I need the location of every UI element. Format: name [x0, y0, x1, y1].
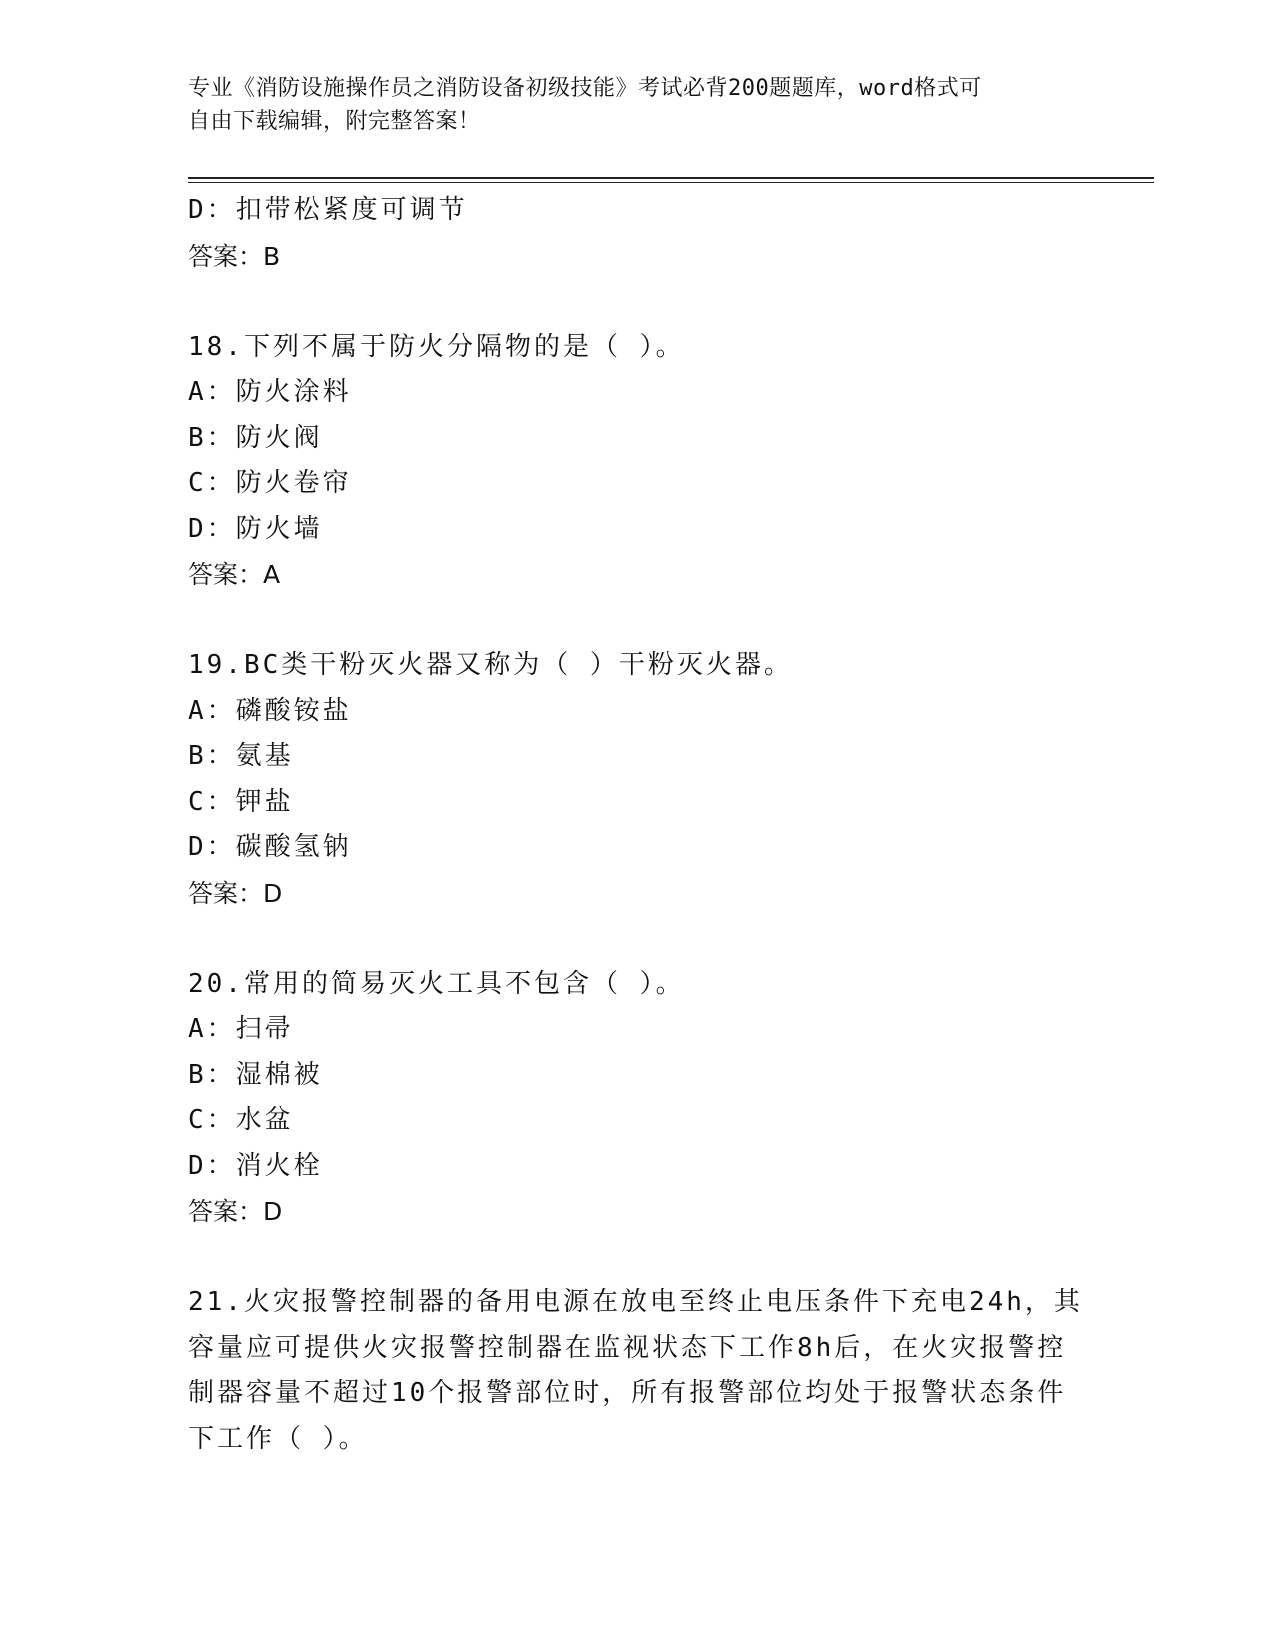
question-stem-line-2: 容量应可提供火灾报警控制器在监视状态下工作8h后，在火灾报警控	[188, 1332, 1067, 1363]
answer-line: 答案：D	[188, 878, 283, 908]
question-17-tail	[188, 188, 1088, 279]
answer-line: 答案：D	[188, 1197, 283, 1226]
answer-line: 答案：B	[188, 241, 281, 271]
option-d: D：碳酸氢钠	[188, 832, 352, 862]
question-list	[188, 188, 1088, 1462]
spacer	[188, 279, 1088, 325]
option-d: D：扣带松紧度可调节	[188, 195, 468, 225]
question-21	[188, 1280, 1088, 1462]
option-c: C：水盆	[188, 1105, 294, 1135]
option-d: D：消火栓	[188, 1150, 323, 1181]
header-line-1: 专业《消防设施操作员之消防设备初级技能》考试必背200题题库，word格式可	[188, 76, 982, 101]
answer-line: 答案：A	[188, 560, 281, 589]
question-stem: 19.BC类干粉灭火器又称为（ ）干粉灭火器。	[188, 650, 793, 680]
question-stem-line-4: 下工作（ ）。	[188, 1423, 368, 1454]
spacer	[188, 598, 1088, 644]
header-divider-thick	[188, 177, 1154, 179]
option-a: A：扫帚	[188, 1014, 294, 1044]
question-stem: 18.下列不属于防火分隔物的是（ ）。	[188, 331, 685, 362]
option-a: A：磷酸铵盐	[188, 695, 352, 726]
question-19	[188, 643, 1088, 916]
question-20	[188, 962, 1088, 1235]
option-c: C：钾盐	[188, 786, 294, 817]
option-a: A：防火涂料	[188, 377, 352, 407]
option-b: B：湿棉被	[188, 1059, 323, 1090]
option-d: D：防火墙	[188, 513, 323, 544]
spacer	[188, 1235, 1088, 1281]
header-divider-thin	[188, 182, 1154, 183]
option-b: B：氨基	[188, 741, 294, 771]
question-stem: 20.常用的简易灭火工具不包含（ ）。	[188, 968, 685, 999]
spacer	[188, 916, 1088, 962]
option-b: B：防火阀	[188, 422, 323, 453]
option-c: C：防火卷帘	[188, 468, 352, 498]
header-line-2: 自由下载编辑，附完整答案！	[188, 109, 481, 134]
question-stem-line-1: 21.火灾报警控制器的备用电源在放电至终止电压条件下充电24h，其	[188, 1287, 1083, 1317]
question-18	[188, 325, 1088, 598]
document-header	[188, 72, 1088, 138]
question-stem-line-3: 制器容量不超过10个报警部位时，所有报警部位均处于报警状态条件	[188, 1378, 1067, 1408]
